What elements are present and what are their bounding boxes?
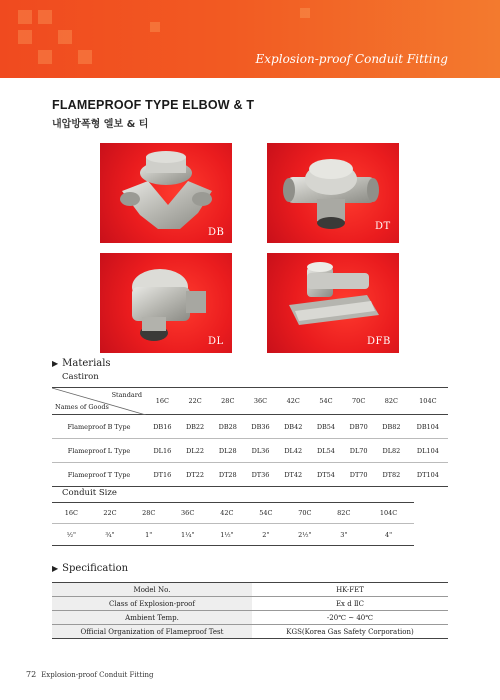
specification-table [52,582,448,639]
size-col-header: 70C [285,503,324,524]
table-row [52,439,448,463]
size-value: 3" [324,524,363,546]
size-value: 1½" [207,524,246,546]
table-cell: DL54 [310,439,343,463]
decor-square [78,50,92,64]
row-name: Flameproof B Type [52,415,146,439]
size-value: ¾" [91,524,130,546]
table-cell: DB70 [342,415,375,439]
table-cell: DB16 [146,415,179,439]
table-cell: DT54 [310,463,343,487]
row-name: Flameproof L Type [52,439,146,463]
conduit-size-heading: Conduit Size [62,488,117,498]
spec-row [52,597,448,611]
decor-square [18,10,32,24]
size-value: 1" [129,524,168,546]
photo-label: DT [375,221,391,232]
table-cell: DT36 [244,463,277,487]
table-cell: DB22 [179,415,212,439]
materials-col-header: 22C [179,388,212,415]
table-cell: DT22 [179,463,212,487]
specification-heading [52,563,128,574]
table-cell: DL16 [146,439,179,463]
table-cell: DB82 [375,415,408,439]
size-value: 2½" [285,524,324,546]
table-cell: DL36 [244,439,277,463]
table-cell: DT104 [408,463,448,487]
table-cell: DT70 [342,463,375,487]
table-cell: DL22 [179,439,212,463]
spec-label: Ambient Temp. [52,611,252,625]
photo-label: DFB [367,336,391,347]
spec-label: Model No. [52,583,252,597]
triangle-bullet-icon: ▶ [52,359,59,368]
size-header-row [52,503,414,524]
materials-heading-text: Materials [62,358,111,369]
materials-col-header: 82C [375,388,408,415]
corner-top-label: Standard [111,391,142,399]
materials-header-row [52,388,448,415]
spec-value: -20℃ ~ 40℃ [252,611,448,625]
materials-col-header: 70C [342,388,375,415]
header-title: Explosion-proof Conduit Fitting [255,52,448,66]
triangle-bullet-icon: ▶ [52,564,59,573]
spec-label: Official Organization of Flameproof Test [52,625,252,639]
size-col-header: 28C [129,503,168,524]
size-col-header: 82C [324,503,363,524]
page-footer [26,670,153,679]
materials-subheading: Castiron [62,372,99,382]
spec-value: Ex d ⅡC [252,597,448,611]
table-cell: DB54 [310,415,343,439]
table-cell: DT16 [146,463,179,487]
decor-square [38,50,52,64]
size-value: 2" [247,524,286,546]
decor-square [38,10,52,24]
table-row [52,415,448,439]
table-cell: DL104 [408,439,448,463]
decor-square [18,30,32,44]
spec-row [52,583,448,597]
table-cell: DB42 [277,415,310,439]
materials-heading [52,358,111,369]
footer-text: Explosion-proof Conduit Fitting [41,671,154,679]
materials-col-header: 16C [146,388,179,415]
page-subtitle: 내압방폭형 엘보 & 티 [52,119,149,130]
table-cell: DT28 [211,463,244,487]
table-cell: DT42 [277,463,310,487]
spec-row [52,611,448,625]
photo-dl [100,253,232,353]
materials-col-header: 28C [211,388,244,415]
table-cell: DL70 [342,439,375,463]
materials-corner-cell [52,388,146,415]
size-col-header: 22C [91,503,130,524]
table-cell: DT82 [375,463,408,487]
size-value-row [52,524,414,546]
spec-value: HK-FET [252,583,448,597]
decor-square [58,30,72,44]
table-cell: DL28 [211,439,244,463]
materials-table [52,387,448,487]
size-col-header: 36C [168,503,207,524]
size-value: ½" [52,524,91,546]
photo-db [100,143,232,243]
table-row [52,463,448,487]
row-name: Flameproof T Type [52,463,146,487]
size-value: 4" [363,524,414,546]
table-cell: DB28 [211,415,244,439]
materials-col-header: 42C [277,388,310,415]
size-value: 1¼" [168,524,207,546]
spec-row [52,625,448,639]
materials-col-header: 104C [408,388,448,415]
photo-label: DB [208,227,225,238]
photo-dfb [267,253,399,353]
table-cell: DL82 [375,439,408,463]
photo-dt [267,143,399,243]
size-col-header: 104C [363,503,414,524]
decor-square [150,22,160,32]
materials-col-header: 54C [310,388,343,415]
size-col-header: 16C [52,503,91,524]
decor-square [300,8,310,18]
page-number: 72 [26,670,37,679]
spec-label: Class of Explosion-proof [52,597,252,611]
page-title: FLAMEPROOF TYPE ELBOW & T [52,98,255,112]
table-cell: DL42 [277,439,310,463]
header-banner [0,0,500,78]
photo-label: DL [208,336,224,347]
spec-value: KGS(Korea Gas Safety Corporation) [252,625,448,639]
table-cell: DB36 [244,415,277,439]
conduit-size-table [52,502,414,546]
size-col-header: 54C [247,503,286,524]
size-col-header: 42C [207,503,246,524]
materials-col-header: 36C [244,388,277,415]
table-cell: DB104 [408,415,448,439]
corner-bottom-label: Names of Goods [55,403,109,411]
specification-heading-text: Specification [62,563,129,574]
